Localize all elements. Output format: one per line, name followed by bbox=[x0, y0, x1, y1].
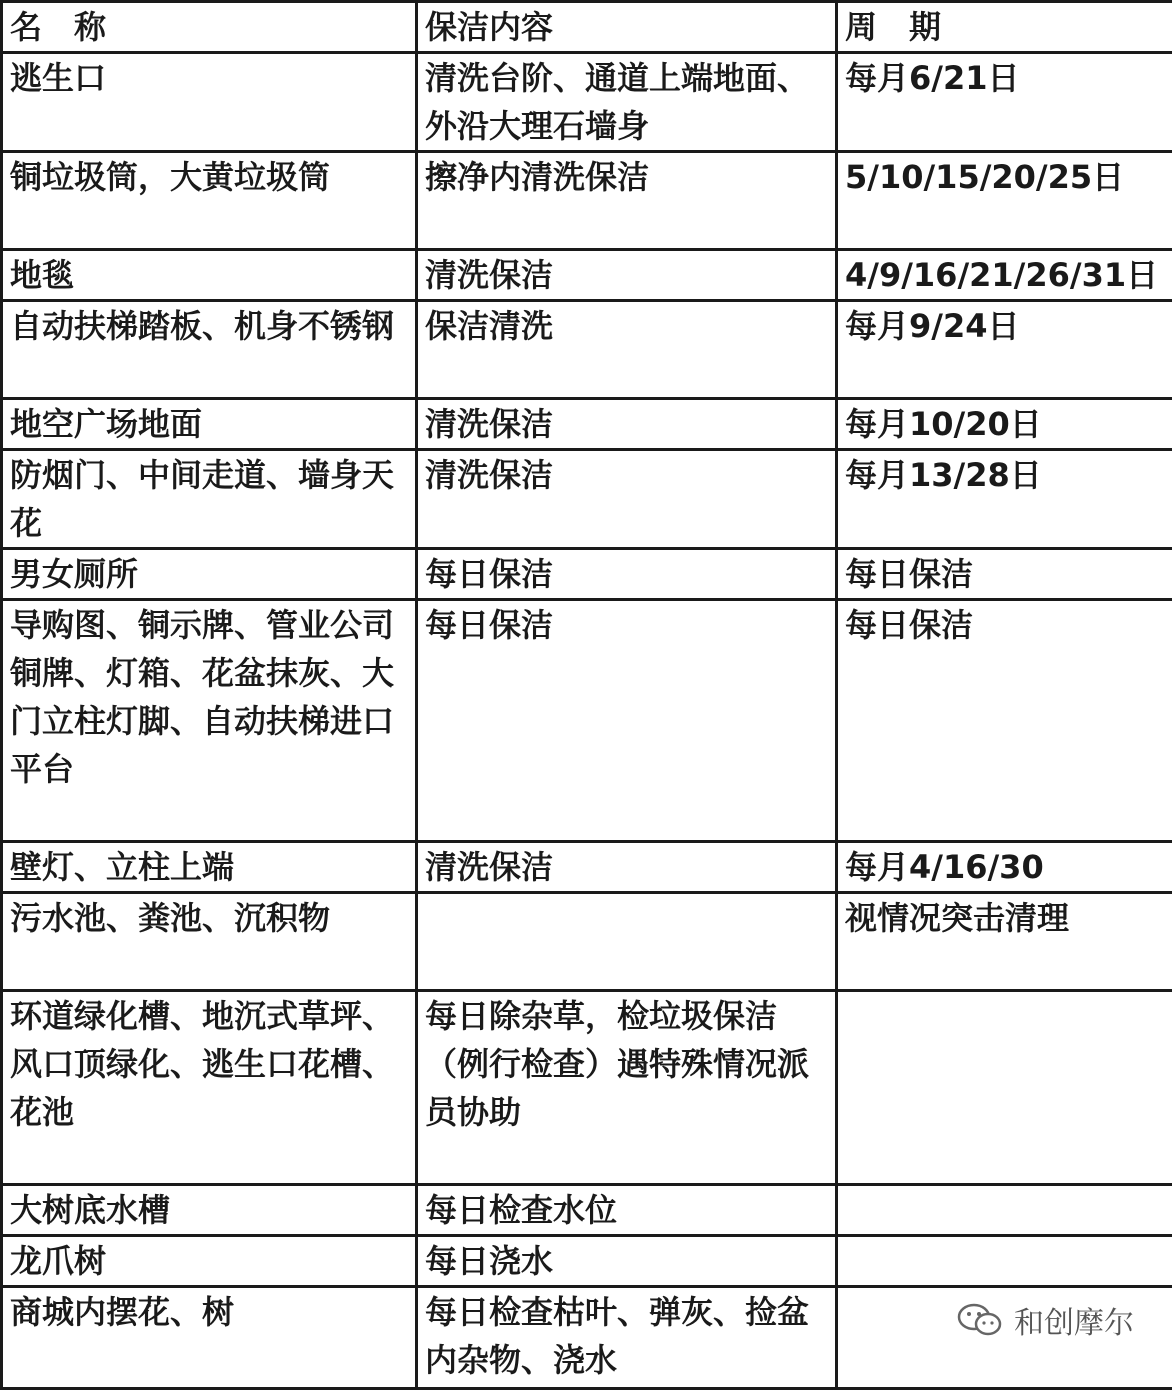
cell-content: 每日保洁 bbox=[417, 600, 837, 842]
table-row bbox=[2, 549, 1172, 600]
cell-content: 清洗保洁 bbox=[417, 399, 837, 450]
cell-content: 每日保洁 bbox=[417, 549, 837, 600]
cell-content: 每日浇水 bbox=[417, 1236, 837, 1287]
cell-name: 地毯 bbox=[2, 250, 417, 301]
cell-period: 每月6/21日 bbox=[837, 53, 1172, 152]
cell-name: 壁灯、立柱上端 bbox=[2, 842, 417, 893]
cell-period bbox=[837, 1236, 1172, 1287]
cell-period bbox=[837, 991, 1172, 1185]
cell-content: 每日除杂草，检垃圾保洁（例行检查）遇特殊情况派员协助 bbox=[417, 991, 837, 1185]
cell-content: 清洗保洁 bbox=[417, 250, 837, 301]
header-content: 保洁内容 bbox=[417, 2, 837, 53]
cell-name: 自动扶梯踏板、机身不锈钢 bbox=[2, 301, 417, 399]
cell-period: 视情况突击清理 bbox=[837, 893, 1172, 991]
table-row bbox=[2, 1236, 1172, 1287]
table-row bbox=[2, 450, 1172, 549]
watermark-text: 和创摩尔 bbox=[1014, 1298, 1134, 1342]
table-row bbox=[2, 399, 1172, 450]
header-name: 名 称 bbox=[2, 2, 417, 53]
cell-period bbox=[837, 1185, 1172, 1236]
cell-period: 每月9/24日 bbox=[837, 301, 1172, 399]
cell-content bbox=[417, 893, 837, 991]
table-row bbox=[2, 1185, 1172, 1236]
cell-period: 每月13/28日 bbox=[837, 450, 1172, 549]
cell-period: 每月4/16/30 bbox=[837, 842, 1172, 893]
cell-name: 逃生口 bbox=[2, 53, 417, 152]
cell-period: 5/10/15/20/25日 bbox=[837, 152, 1172, 250]
table-row bbox=[2, 53, 1172, 152]
wechat-icon bbox=[956, 1302, 1004, 1338]
cell-name: 男女厕所 bbox=[2, 549, 417, 600]
table-row bbox=[2, 250, 1172, 301]
cell-period: 4/9/16/21/26/31日 bbox=[837, 250, 1172, 301]
cell-content: 擦净内清洗保洁 bbox=[417, 152, 837, 250]
cell-name: 商城内摆花、树 bbox=[2, 1287, 417, 1389]
cell-content: 清洗保洁 bbox=[417, 450, 837, 549]
cell-content: 清洗保洁 bbox=[417, 842, 837, 893]
cell-name: 污水池、粪池、沉积物 bbox=[2, 893, 417, 991]
table-row bbox=[2, 600, 1172, 842]
cell-name: 龙爪树 bbox=[2, 1236, 417, 1287]
cell-period: 每日保洁 bbox=[837, 549, 1172, 600]
cell-content: 清洗台阶、通道上端地面、外沿大理石墙身 bbox=[417, 53, 837, 152]
header-period: 周 期 bbox=[837, 2, 1172, 53]
cell-content: 每日检查枯叶、弹灰、捡盆内杂物、浇水 bbox=[417, 1287, 837, 1389]
cell-period: 每日保洁 bbox=[837, 600, 1172, 842]
cell-name: 大树底水槽 bbox=[2, 1185, 417, 1236]
cell-content: 每日检查水位 bbox=[417, 1185, 837, 1236]
cell-content: 保洁清洗 bbox=[417, 301, 837, 399]
cell-name: 防烟门、中间走道、墙身天花 bbox=[2, 450, 417, 549]
watermark bbox=[948, 1294, 1142, 1346]
cell-name: 环道绿化槽、地沉式草坪、风口顶绿化、逃生口花槽、花池 bbox=[2, 991, 417, 1185]
cell-name: 铜垃圾筒，大黄垃圾筒 bbox=[2, 152, 417, 250]
table-row bbox=[2, 301, 1172, 399]
cell-period: 每月10/20日 bbox=[837, 399, 1172, 450]
cell-name: 导购图、铜示牌、管业公司铜牌、灯箱、花盆抹灰、大门立柱灯脚、自动扶梯进口平台 bbox=[2, 600, 417, 842]
cell-name: 地空广场地面 bbox=[2, 399, 417, 450]
table-row bbox=[2, 893, 1172, 991]
table-row bbox=[2, 152, 1172, 250]
table-row bbox=[2, 991, 1172, 1185]
table-row bbox=[2, 842, 1172, 893]
table-header-row bbox=[2, 2, 1172, 53]
